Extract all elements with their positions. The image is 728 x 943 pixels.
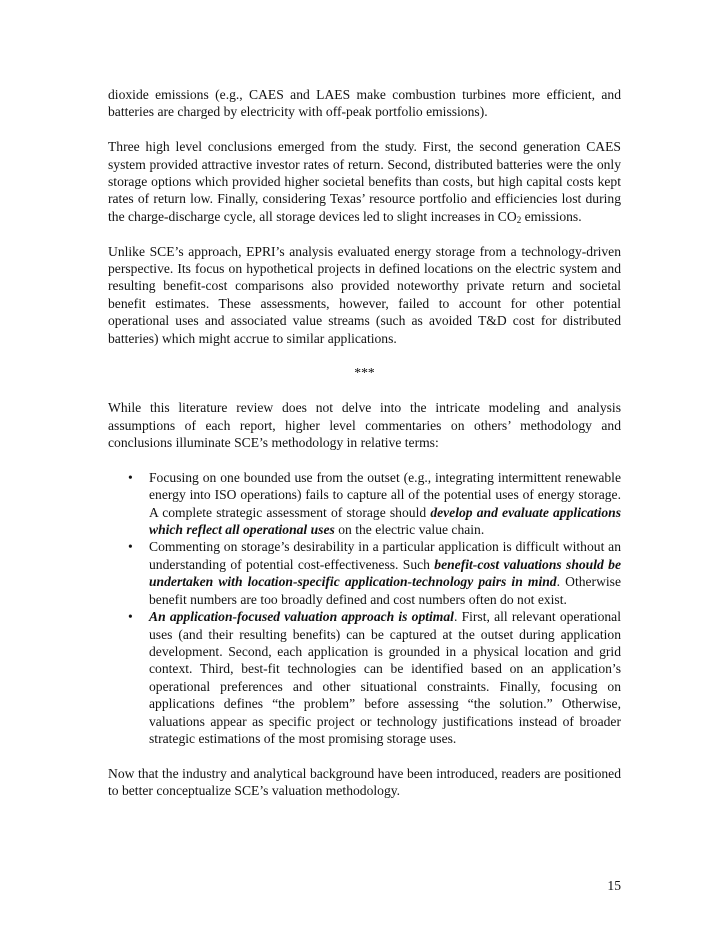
paragraph-study-conclusions <box>108 138 621 225</box>
paragraph-text-end: emissions. <box>521 208 582 224</box>
bullet-text-end: . Otherwise benefit numbers are too broadly defined and cost numbers often do not exist. <box>149 574 621 607</box>
document-body <box>108 86 621 817</box>
bullet-text: Commenting on storage’s desirability in a particular application is difficult without an understanding of potential cost-effectiveness. Such <box>149 539 621 572</box>
section-separator: *** <box>354 365 375 381</box>
bullet-emphasis: develop and evaluate applications which reflect all operational uses <box>149 504 622 538</box>
paragraph-text: dioxide emissions (e.g., CAES and LAES make combustion turbines more efficient, and batteries are charged by electricity with off-peak portfolio emissions). <box>108 87 621 120</box>
bullet-emphasis: An application-focused valuation approach is optimal <box>149 609 454 625</box>
paragraph-text: Unlike SCE’s approach, EPRI’s analysis evaluated energy storage from a technology-driven perspective. Its focus on hypothetical projects in defined locations on the electric system and resulting benefit-cost comparisons also provided noteworthy private return and societal benefit estimates. These assessments, however, failed to account for other potential operational uses and associated value streams (such as avoided T&D cost for distributed batteries) which might accrue to similar applications. <box>108 243 621 346</box>
paragraph-closing <box>108 765 621 800</box>
paragraph-literature-review <box>108 399 621 451</box>
bullet-item-cost-effectiveness <box>108 538 621 608</box>
paragraph-text: While this literature review does not delve into the intricate modeling and analysis assumptions of each report, higher level commentaries on others’ methodology and conclusions illuminate SCE’s methodology in relative terms: <box>108 400 621 451</box>
page-number: 15 <box>607 878 621 893</box>
commentary-bullet-list <box>108 469 621 748</box>
paragraph-emissions-continuation <box>108 86 621 121</box>
bullet-marker: • <box>128 539 133 555</box>
bullet-item-application-focused <box>108 608 621 747</box>
paragraph-text: Three high level conclusions emerged from the study. First, the second generation CAES system provided attractive investor rates of return. Second, distributed batteries were the only storage options which provided higher societal benefits than costs, but high capital costs kept rates of return low. Finally, considering Texas’ resource portfolio and efficiencies lost during the charge-discharge cycle, all storage devices led to slight increases in CO <box>108 139 621 224</box>
bullet-text-end: . First, all relevant operational uses (and their resulting benefits) can be captured at the outset during application development. Second, each application is grounded in a physical location and grid context. Third, best-fit technologies can be identified based on an application’s operational preferences and other situational constraints. Finally, focusing on applications defines “the problem” before assessing “the solution.” Otherwise, valuations appear as specific project or technology justifications instead of broader strategic estimations of the most promising storage uses. <box>149 609 621 746</box>
bullet-item-bounded-use <box>108 469 621 539</box>
bullet-text-end: on the electric value chain. <box>334 522 485 538</box>
paragraph-text: Now that the industry and analytical background have been introduced, readers are positioned to better conceptualize SCE’s valuation methodology. <box>108 765 621 799</box>
bullet-marker: • <box>128 469 133 485</box>
bullet-marker: • <box>128 609 133 625</box>
bullet-emphasis: benefit-cost valuations should be undertaken with location-specific application-technology pairs in mind <box>149 556 621 590</box>
paragraph-epri-analysis <box>108 243 621 347</box>
bullet-text: Focusing on one bounded use from the outset (e.g., integrating intermittent renewable energy into ISO operations) fails to capture all of the potential uses of energy storage. A complete strategic assessment of storage should <box>149 469 621 520</box>
subscript-two: 2 <box>516 214 522 225</box>
